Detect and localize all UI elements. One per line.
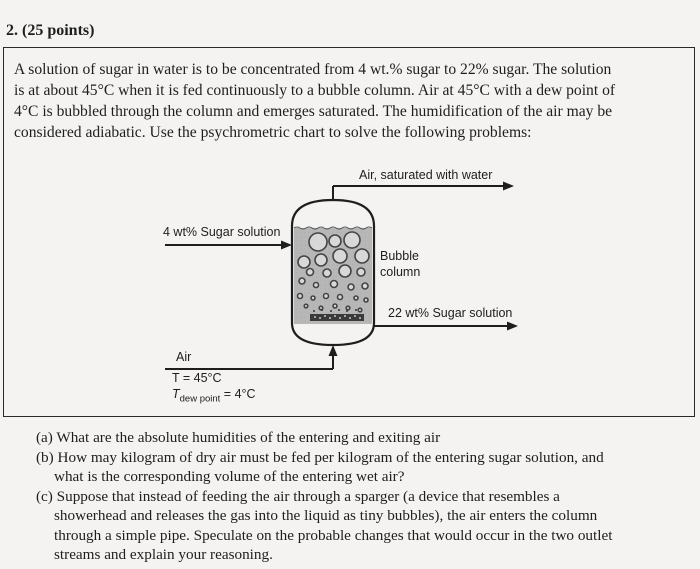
question-a bbox=[36, 428, 686, 448]
question-line: (b) How may kilogram of dry air must be fed per kilogram of the entering sugar solution, and bbox=[36, 448, 604, 466]
air-out-label: Air, saturated with water bbox=[359, 168, 493, 182]
dew-point-symbol: T bbox=[172, 387, 180, 401]
question-line: streams and explain your reasoning. bbox=[54, 546, 273, 563]
air-in-arrowhead bbox=[329, 345, 338, 356]
statement-line: is at about 45°C when it is fed continuously to a bubble column. Air at 45°C with a dew point of bbox=[14, 82, 616, 99]
statement-line: considered adiabatic. Use the psychrometric chart to solve the following problems: bbox=[14, 124, 532, 141]
dew-point-label bbox=[172, 387, 256, 405]
question-line: showerhead and releases the gas into the liquid as tiny bubbles), the air enters the column bbox=[54, 507, 598, 524]
product-label: 22 wt% Sugar solution bbox=[388, 306, 513, 320]
dew-point-value: = 4°C bbox=[223, 387, 256, 401]
question-c bbox=[36, 487, 686, 565]
product-arrowhead bbox=[507, 322, 518, 331]
question-b bbox=[36, 448, 686, 487]
air-temp-label: T = 45°C bbox=[172, 371, 222, 385]
bubble-column-label-2: column bbox=[380, 265, 421, 279]
bubble-column-label-1: Bubble bbox=[380, 249, 419, 263]
air-out-arrowhead bbox=[503, 182, 514, 191]
air-in-label: Air bbox=[176, 350, 192, 364]
feed-label: 4 wt% Sugar solution bbox=[163, 225, 281, 239]
question-line: (c) Suppose that instead of feeding the air through a sparger (a device that resembles a bbox=[36, 487, 560, 505]
dew-point-subscript: dew point bbox=[179, 393, 221, 405]
question-line: what is the corresponding volume of the entering wet air? bbox=[54, 468, 405, 485]
question-line: (a) What are the absolute humidities of the entering and exiting air bbox=[36, 429, 441, 446]
questions-list bbox=[36, 428, 686, 565]
statement-line: A solution of sugar in water is to be concentrated from 4 wt.% sugar to 22% sugar. The solution bbox=[14, 61, 612, 78]
problem-title: 2. (25 points) bbox=[6, 22, 95, 39]
feed-arrowhead bbox=[281, 241, 292, 250]
statement-line: 4°C is bubbled through the column and emerges saturated. The humidification of the air may be bbox=[14, 103, 613, 120]
question-line: through a simple pipe. Speculate on the probable changes that would occur in the two outlet bbox=[54, 526, 613, 544]
